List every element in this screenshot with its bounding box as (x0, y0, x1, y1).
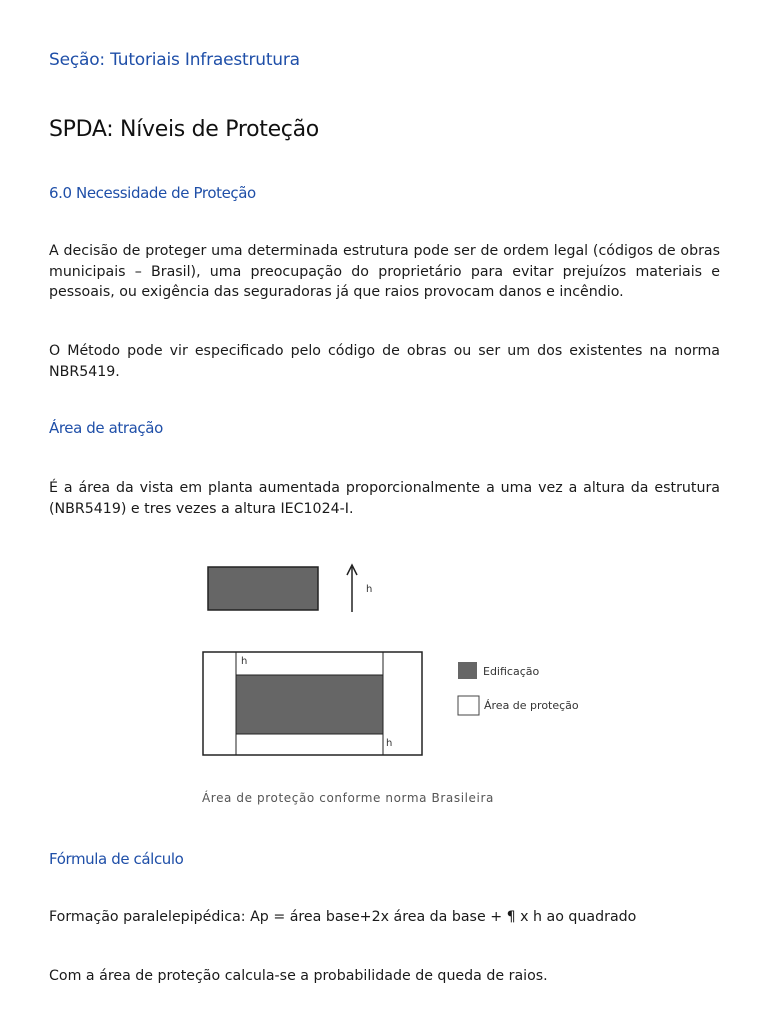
paragraph-necessity: A decisão de proteger uma determinada estrutura pode ser de ordem legal (códigos de obras municipais – Brasil), uma preocupação do proprietário para evitar prejuízos materiais e pessoais, ou exigência das seguradoras já que raios provocam danos e incêndio. (49, 243, 720, 300)
figure-caption: Área de proteção conforme norma Brasileira (202, 791, 494, 805)
building-elevation (208, 567, 318, 610)
paragraph-method: O Método pode vir especificado pelo código de obras ou ser um dos existentes na norma NBR5419. (49, 343, 720, 380)
heading-necessity: 6.0 Necessidade de Proteção (49, 184, 256, 202)
formula-line: Formação paralelepipédica: Ap = área base+2x área da base + ¶ x h ao quadrado (49, 909, 637, 925)
paragraph-attraction: É a área da vista em planta aumentada proporcionalmente a uma vez a altura da estrutura (NBR5419) e tres vezes a altura IEC1024-I. (49, 480, 720, 517)
probability-line: Com a área de proteção calcula-se a probabilidade de queda de raios. (49, 968, 548, 984)
heading-formula: Fórmula de cálculo (49, 850, 184, 868)
legend-protection-swatch (458, 696, 479, 715)
legend-building-label: Edificação (483, 665, 540, 678)
building-plan (236, 675, 383, 734)
legend-building-swatch (458, 662, 477, 679)
section-label: Seção: Tutoriais Infraestrutura (49, 50, 300, 70)
height-label-plan-top: h (241, 656, 248, 667)
height-label-top: h (366, 584, 373, 595)
heading-attraction: Área de atração (49, 419, 163, 437)
page-title: SPDA: Níveis de Proteção (49, 117, 319, 142)
height-label-plan-bottom: h (386, 738, 393, 749)
protection-area-figure (195, 555, 615, 815)
legend-protection-label: Área de proteção (484, 699, 579, 712)
